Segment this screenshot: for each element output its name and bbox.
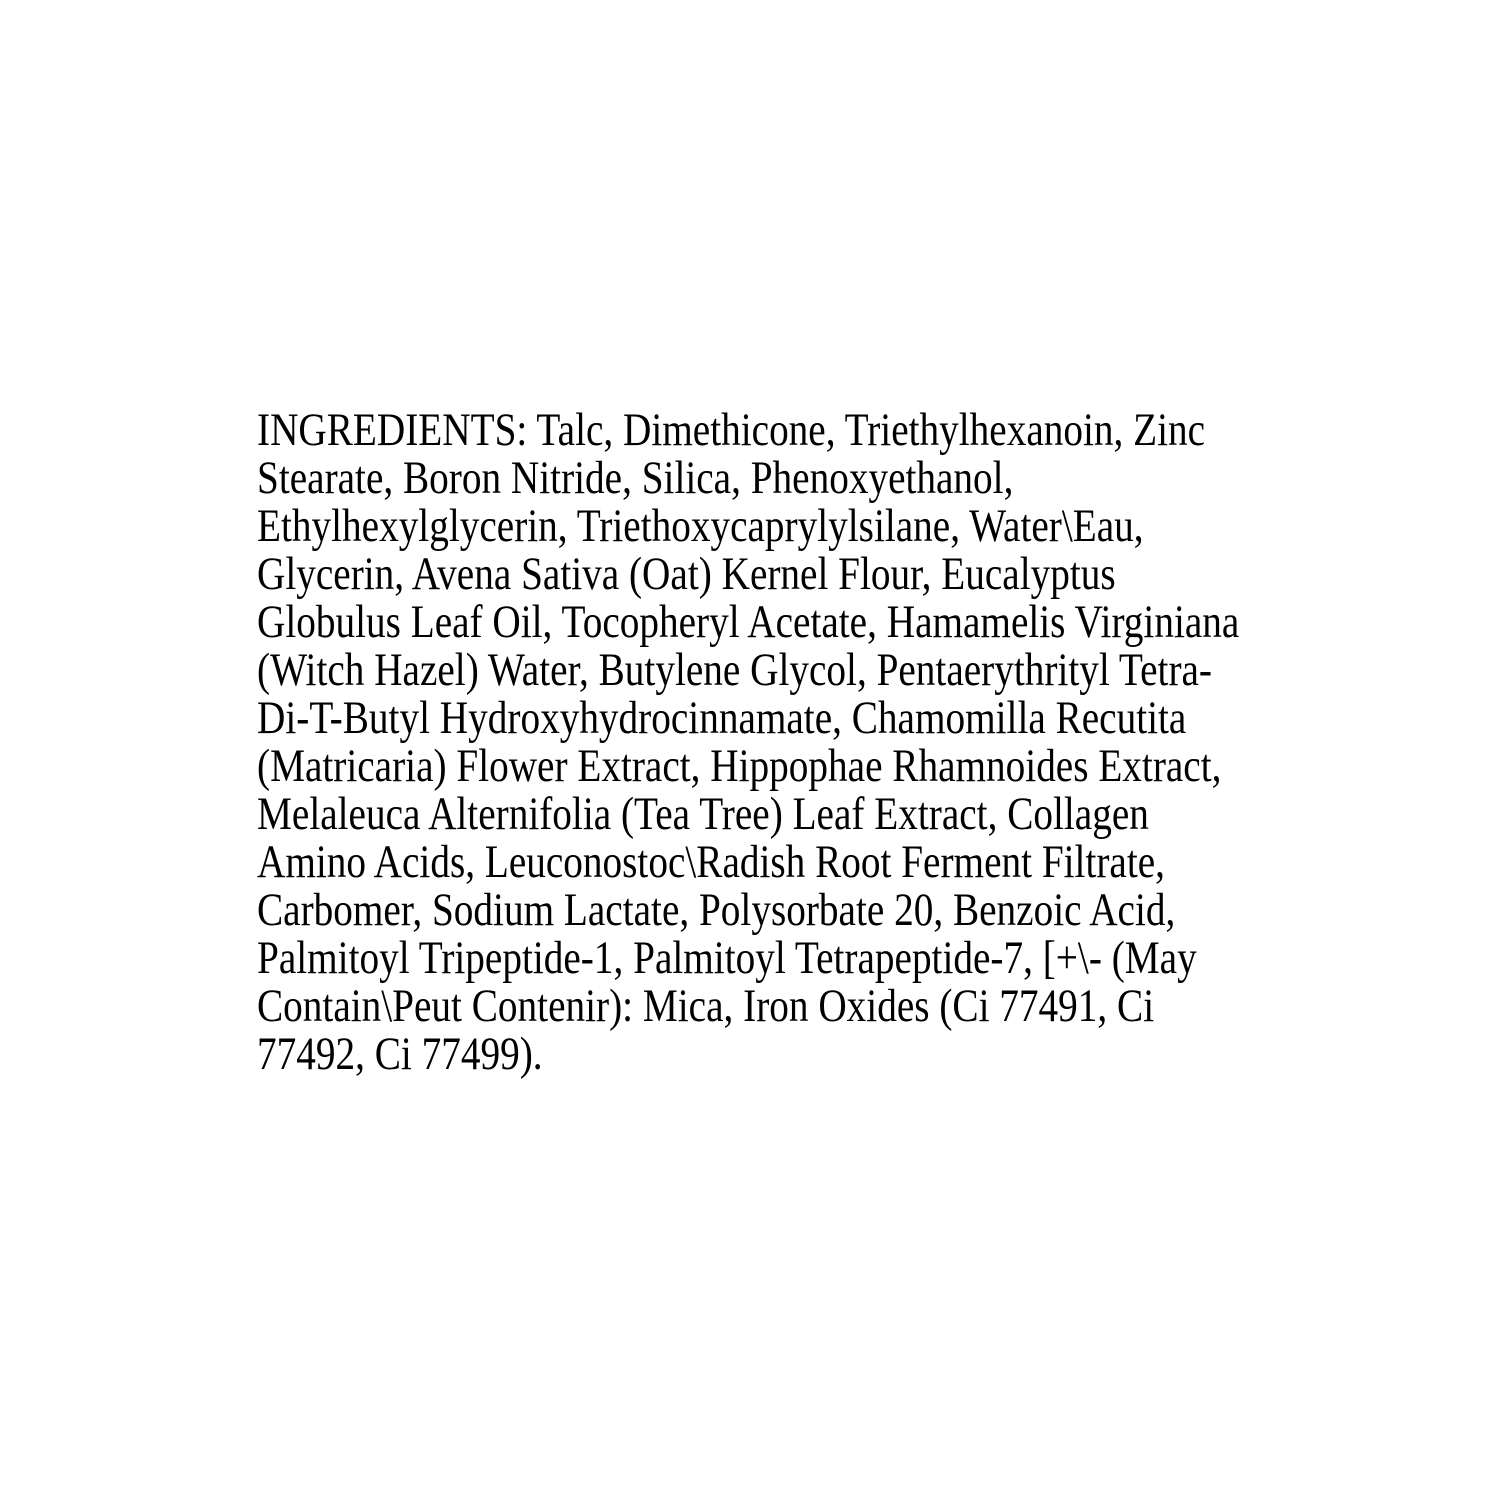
ingredients-paragraph bbox=[257, 406, 1239, 1078]
ingredients-line: (Witch Hazel) Water, Butylene Glycol, Pentaerythrityl Tetra- bbox=[257, 644, 1213, 696]
ingredients-line: Di-T-Butyl Hydroxyhydrocinnamate, Chamomilla Recutita bbox=[257, 692, 1187, 744]
ingredients-line: Carbomer, Sodium Lactate, Polysorbate 20, Benzoic Acid, bbox=[257, 884, 1176, 936]
ingredients-line: 77492, Ci 77499). bbox=[257, 1028, 543, 1080]
ingredients-line: Stearate, Boron Nitride, Silica, Phenoxyethanol, bbox=[257, 452, 1014, 504]
ingredients-line: Globulus Leaf Oil, Tocopheryl Acetate, Hamamelis Virginiana bbox=[257, 596, 1240, 648]
ingredients-line: Ethylhexylglycerin, Triethoxycaprylylsilane, Water\Eau, bbox=[257, 500, 1144, 552]
ingredients-line: Amino Acids, Leuconostoc\Radish Root Ferment Filtrate, bbox=[257, 836, 1165, 888]
ingredients-line: Glycerin, Avena Sativa (Oat) Kernel Flour, Eucalyptus bbox=[257, 548, 1116, 600]
ingredients-line: Palmitoyl Tripeptide-1, Palmitoyl Tetrapeptide-7, [+\- (May bbox=[257, 932, 1197, 984]
ingredients-line: (Matricaria) Flower Extract, Hippophae Rhamnoides Extract, bbox=[257, 740, 1222, 792]
ingredients-line: Contain\Peut Contenir): Mica, Iron Oxides (Ci 77491, Ci bbox=[257, 980, 1155, 1032]
ingredients-line: Melaleuca Alternifolia (Tea Tree) Leaf Extract, Collagen bbox=[257, 788, 1149, 840]
ingredients-line: INGREDIENTS: Talc, Dimethicone, Triethylhexanoin, Zinc bbox=[257, 404, 1206, 456]
